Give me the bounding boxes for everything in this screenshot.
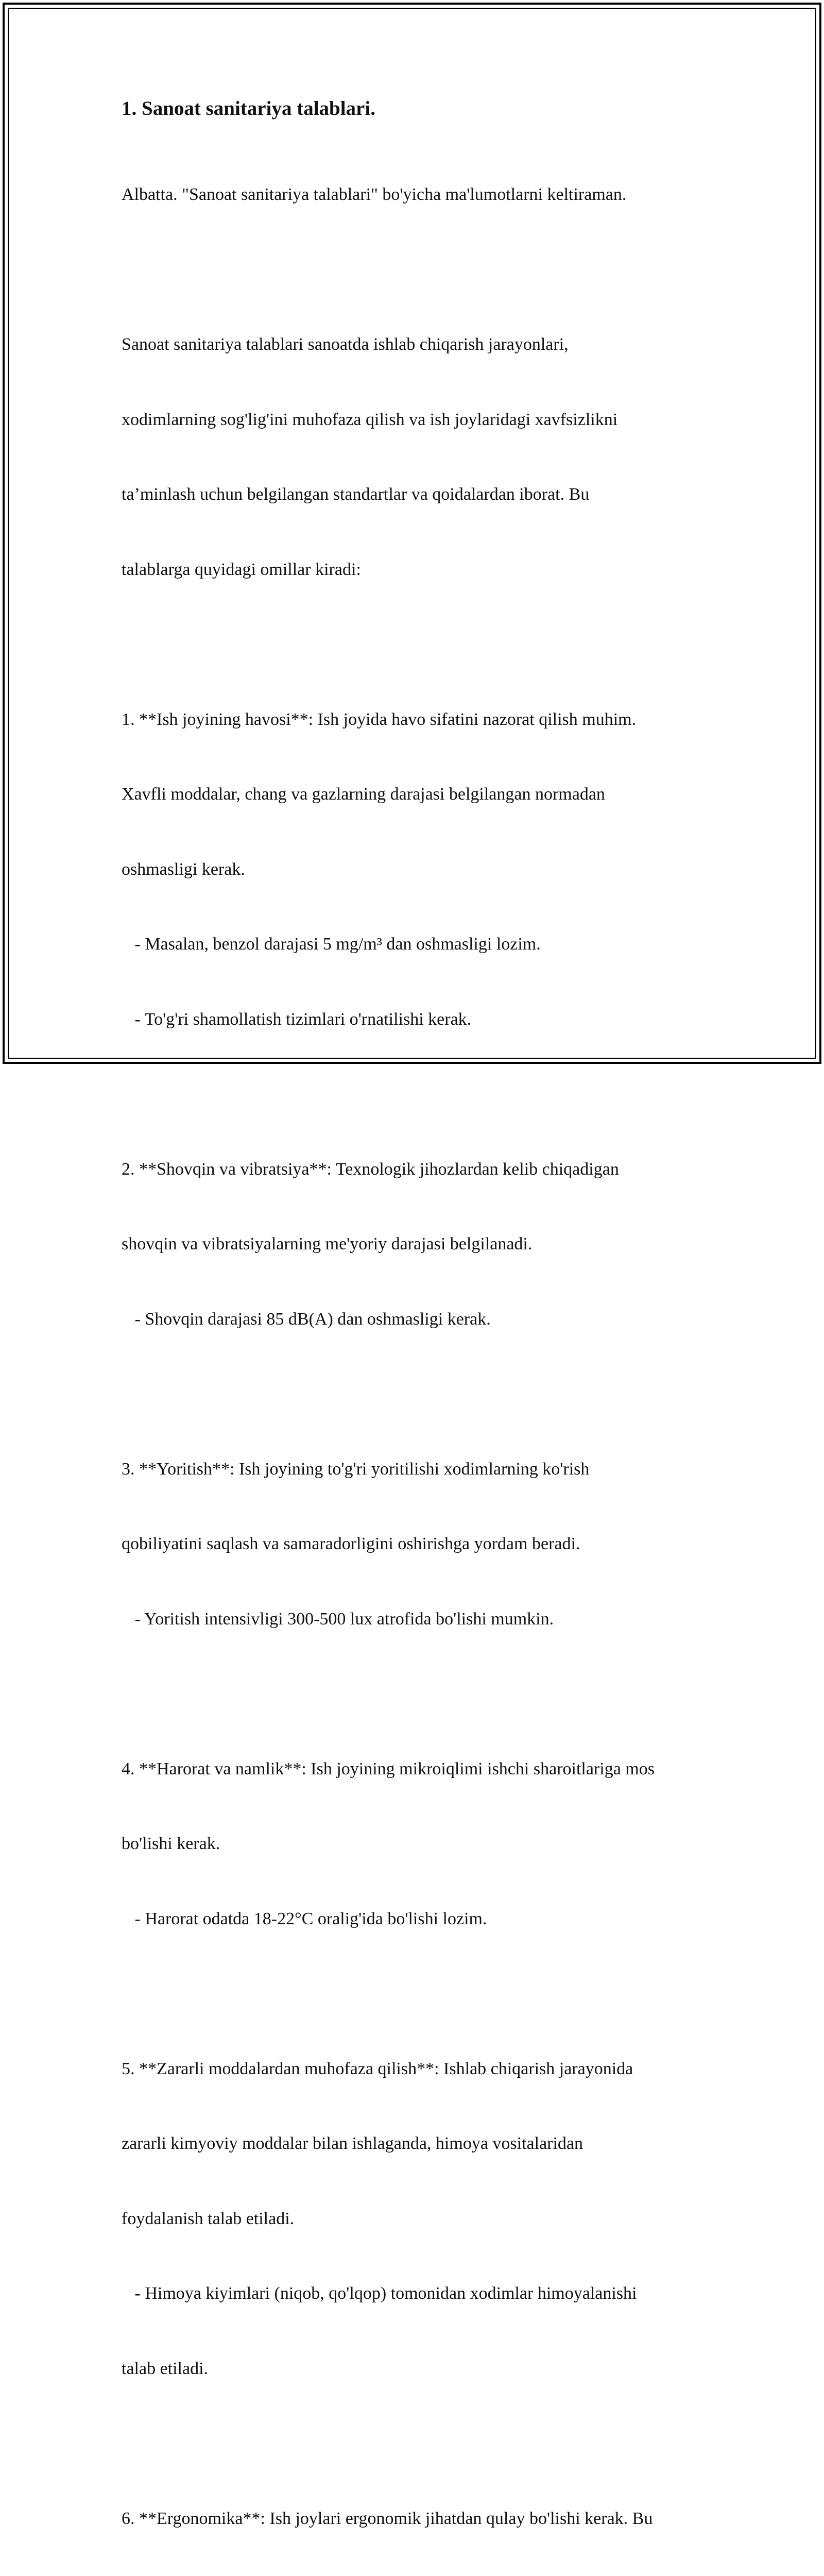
text-line: Albatta. "Sanoat sanitariya talablari" bo'yicha ma'lumotlarni keltiraman. bbox=[122, 182, 703, 208]
text-line: talab etiladi. bbox=[122, 2357, 703, 2382]
text-line: qobiliyatini saqlash va samaradorligini oshirishga yordam beradi. bbox=[122, 1532, 703, 1557]
text-line: ta’minlash uchun belgilangan standartlar va qoidalardan iborat. Bu bbox=[122, 482, 703, 507]
text-line: foydalanish talab etiladi. bbox=[122, 2207, 703, 2232]
list-item-temperature bbox=[122, 1707, 703, 1982]
sub-bullet: - Masalan, benzol darajasi 5 mg/m³ dan oshmasligi lozim. bbox=[122, 932, 703, 957]
paragraph-intro bbox=[122, 132, 703, 258]
text-line: Xavfli moddalar, chang va gazlarning darajasi belgilangan normadan bbox=[122, 782, 703, 807]
text-line: 3. **Yoritish**: Ish joyining to'g'ri yoritilishi xodimlarning ko'rish bbox=[122, 1457, 703, 1482]
sub-bullet: - Harorat odatda 18-22°C oralig'ida bo'lishi lozim. bbox=[122, 1907, 703, 1932]
document-body bbox=[122, 95, 703, 2576]
list-item-noise bbox=[122, 1107, 703, 1382]
text-line: talablarga quyidagi omillar kiradi: bbox=[122, 557, 703, 583]
text-line: oshmasligi kerak. bbox=[122, 857, 703, 883]
list-item-protection bbox=[122, 2007, 703, 2432]
sub-bullet: - Shovqin darajasi 85 dB(A) dan oshmasligi kerak. bbox=[122, 1307, 703, 1332]
list-item-air bbox=[122, 657, 703, 1082]
text-line: xodimlarning sog'lig'ini muhofaza qilish va ish joylaridagi xavfsizlikni bbox=[122, 408, 703, 433]
text-line: zararli kimyoviy moddalar bilan ishlaganda, himoya vositalaridan bbox=[122, 2131, 703, 2157]
text-line: 6. **Ergonomika**: Ish joylari ergonomik jihatdan qulay bo'lishi kerak. Bu bbox=[122, 2506, 703, 2532]
text-line: 4. **Harorat va namlik**: Ish joyining mikroiqlimi ishchi sharoitlariga mos bbox=[122, 1757, 703, 1782]
list-item-lighting bbox=[122, 1407, 703, 1682]
text-line: 5. **Zararli moddalardan muhofaza qilish**: Ishlab chiqarish jarayonida bbox=[122, 2057, 703, 2082]
sub-bullet: - Yoritish intensivligi 300-500 lux atrofida bo'lishi mumkin. bbox=[122, 1607, 703, 1632]
paragraph-definition bbox=[122, 282, 703, 632]
text-line: 2. **Shovqin va vibratsiya**: Texnologik jihozlardan kelib chiqadigan bbox=[122, 1157, 703, 1182]
text-line: Sanoat sanitariya talablari sanoatda ishlab chiqarish jarayonlari, bbox=[122, 332, 703, 358]
sub-bullet: - To'g'ri shamollatish tizimlari o'rnatilishi kerak. bbox=[122, 1007, 703, 1032]
list-item-ergonomics bbox=[122, 2456, 703, 2576]
document-title: 1. Sanoat sanitariya talablari. bbox=[122, 95, 703, 122]
text-line: shovqin va vibratsiyalarning me'yoriy darajasi belgilanadi. bbox=[122, 1232, 703, 1257]
sub-bullet: - Himoya kiyimlari (niqob, qo'lqop) tomonidan xodimlar himoyalanishi bbox=[122, 2281, 703, 2307]
text-line: 1. **Ish joyining havosi**: Ish joyida havo sifatini nazorat qilish muhim. bbox=[122, 707, 703, 733]
text-line: bo'lishi kerak. bbox=[122, 1832, 703, 1857]
